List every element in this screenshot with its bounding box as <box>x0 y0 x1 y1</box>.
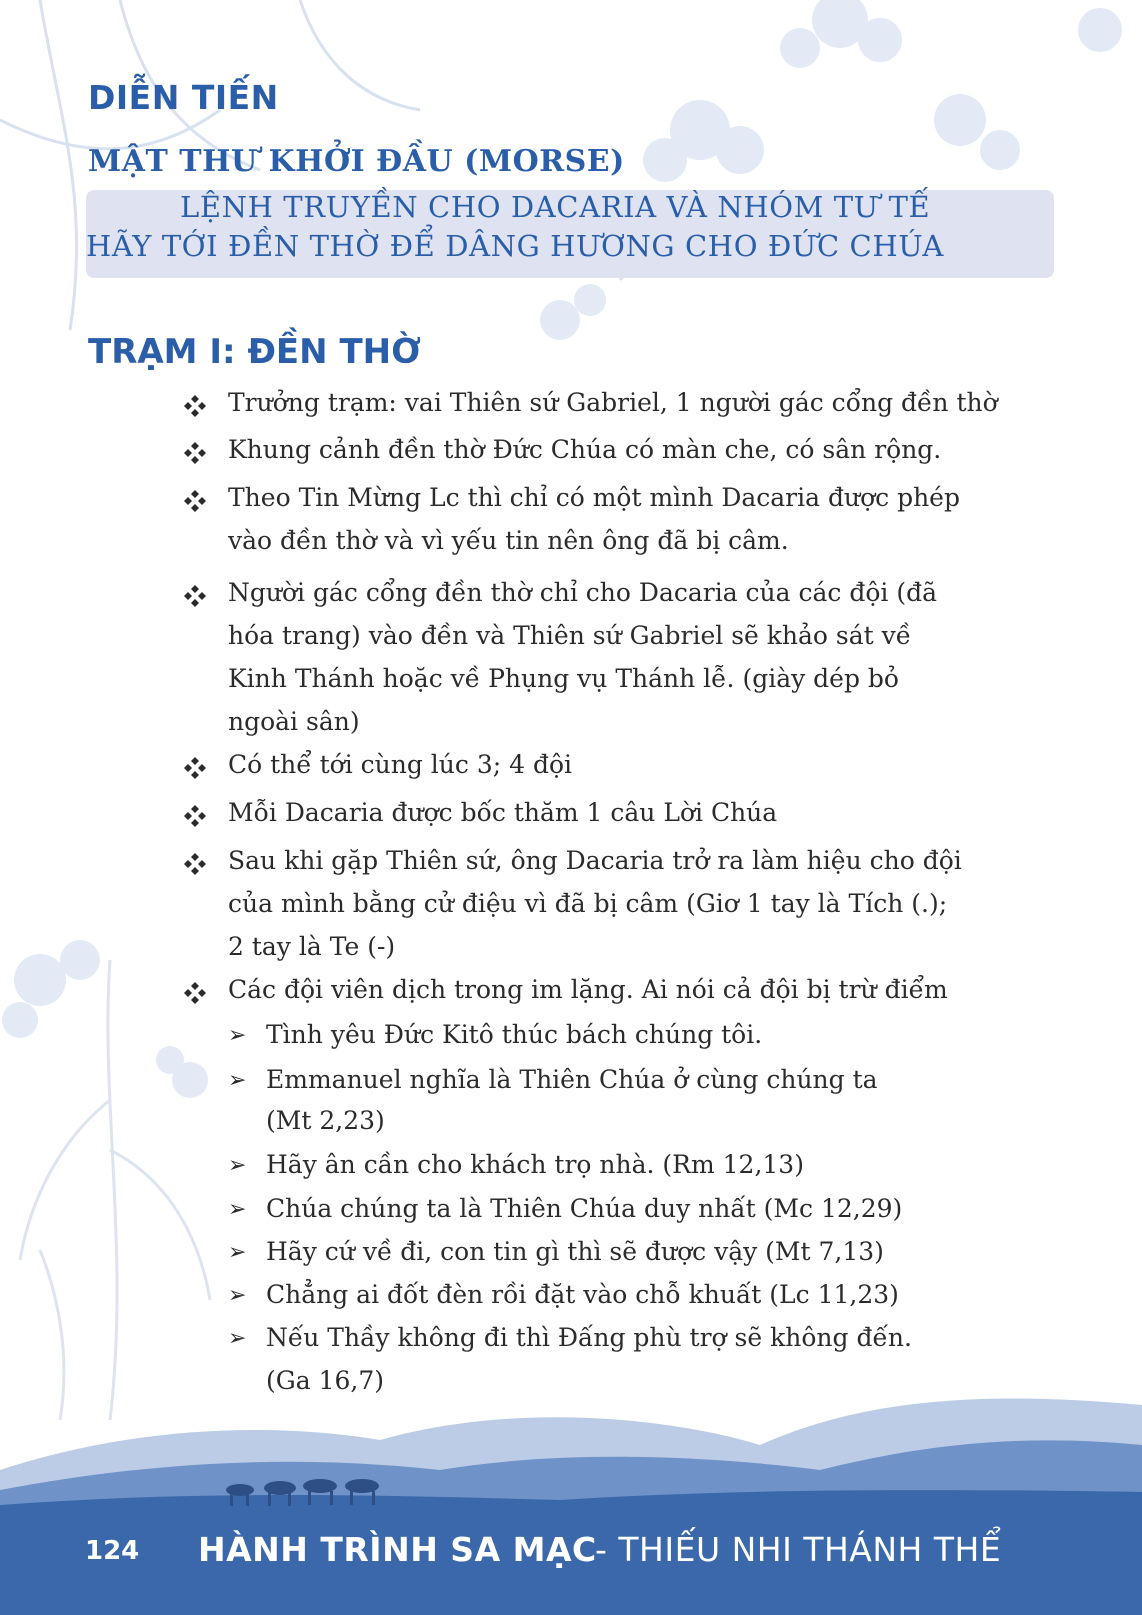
bullet-line: Các đội viên dịch trong im lặng. Ai nói cả đội bị trừ điểm <box>228 975 948 1004</box>
sub-bullet-line: (Mt 2,23) <box>266 1106 385 1135</box>
bullet-line: 2 tay là Te (-) <box>228 932 396 961</box>
bullet-line: ngoài sân) <box>228 707 360 736</box>
morse-line-1: LỆNH TRUYỀN CHO DACARIA VÀ NHÓM TƯ TẾ <box>180 190 931 224</box>
four-diamond-bullet-icon <box>182 851 208 877</box>
bullet-line: Kinh Thánh hoặc về Phụng vụ Thánh lễ. (giày dép bỏ <box>228 664 899 693</box>
four-diamond-bullet-icon <box>182 488 208 514</box>
arrowhead-bullet-icon: ➢ <box>228 1197 247 1222</box>
four-diamond-bullet-icon <box>182 393 208 419</box>
arrowhead-bullet-icon: ➢ <box>228 1068 247 1093</box>
arrowhead-bullet-icon: ➢ <box>228 1023 247 1048</box>
sub-bullet-line: Nếu Thầy không đi thì Đấng phù trợ sẽ không đến. <box>266 1323 912 1352</box>
morse-heading: MẬT THƯ KHỞI ĐẦU (MORSE) <box>88 144 625 179</box>
bullet-line: Sau khi gặp Thiên sứ, ông Dacaria trở ra làm hiệu cho đội <box>228 846 962 875</box>
bullet-line: hóa trang) vào đền và Thiên sứ Gabriel sẽ khảo sát về <box>228 621 912 650</box>
station-title: TRẠM I: ĐỀN THỜ <box>88 332 421 372</box>
arrowhead-bullet-icon: ➢ <box>228 1240 247 1265</box>
sub-bullet-line: Tình yêu Đức Kitô thúc bách chúng tôi. <box>266 1020 763 1049</box>
four-diamond-bullet-icon <box>182 803 208 829</box>
four-diamond-bullet-icon <box>182 980 208 1006</box>
sub-bullet-line: Chẳng ai đốt đèn rồi đặt vào chỗ khuất (Lc 11,23) <box>266 1280 899 1309</box>
bullet-line: Có thể tới cùng lúc 3; 4 đội <box>228 750 573 779</box>
sub-bullet-line: Hãy cứ về đi, con tin gì thì sẽ được vậy (Mt 7,13) <box>266 1237 884 1266</box>
book-title: HÀNH TRÌNH SA MẠC <box>198 1530 597 1569</box>
sub-bullet-line: Emmanuel nghĩa là Thiên Chúa ở cùng chúng ta <box>266 1065 878 1094</box>
book-subtitle: - THIẾU NHI THÁNH THỂ <box>595 1530 1002 1569</box>
bullet-line: Theo Tin Mừng Lc thì chỉ có một mình Dacaria được phép <box>228 483 960 512</box>
four-diamond-bullet-icon <box>182 583 208 609</box>
four-diamond-bullet-icon <box>182 440 208 466</box>
arrowhead-bullet-icon: ➢ <box>228 1326 247 1351</box>
bullet-line: Khung cảnh đền thờ Đức Chúa có màn che, có sân rộng. <box>228 435 942 464</box>
morse-line-2: HÃY TỚI ĐỀN THỜ ĐỂ DÂNG HƯƠNG CHO ĐỨC CHÚA <box>86 229 944 263</box>
sub-bullet-line: Hãy ân cần cho khách trọ nhà. (Rm 12,13) <box>266 1150 804 1179</box>
bullet-line: Người gác cổng đền thờ chỉ cho Dacaria của các đội (đã <box>228 578 938 607</box>
arrowhead-bullet-icon: ➢ <box>228 1153 247 1178</box>
bullet-line: vào đền thờ và vì yếu tin nên ông đã bị câm. <box>228 526 789 555</box>
bullet-line: Trưởng trạm: vai Thiên sứ Gabriel, 1 người gác cổng đền thờ <box>228 388 998 417</box>
bullet-line: của mình bằng cử điệu vì đã bị câm (Giơ 1 tay là Tích (.); <box>228 889 948 918</box>
bullet-line: Mỗi Dacaria được bốc thăm 1 câu Lời Chúa <box>228 798 778 827</box>
sub-bullet-line: (Ga 16,7) <box>266 1366 384 1395</box>
four-diamond-bullet-icon <box>182 755 208 781</box>
page-number: 124 <box>85 1536 140 1566</box>
section-heading: DIỄN TIẾN <box>88 78 279 117</box>
arrowhead-bullet-icon: ➢ <box>228 1283 247 1308</box>
sub-bullet-line: Chúa chúng ta là Thiên Chúa duy nhất (Mc 12,29) <box>266 1194 903 1223</box>
